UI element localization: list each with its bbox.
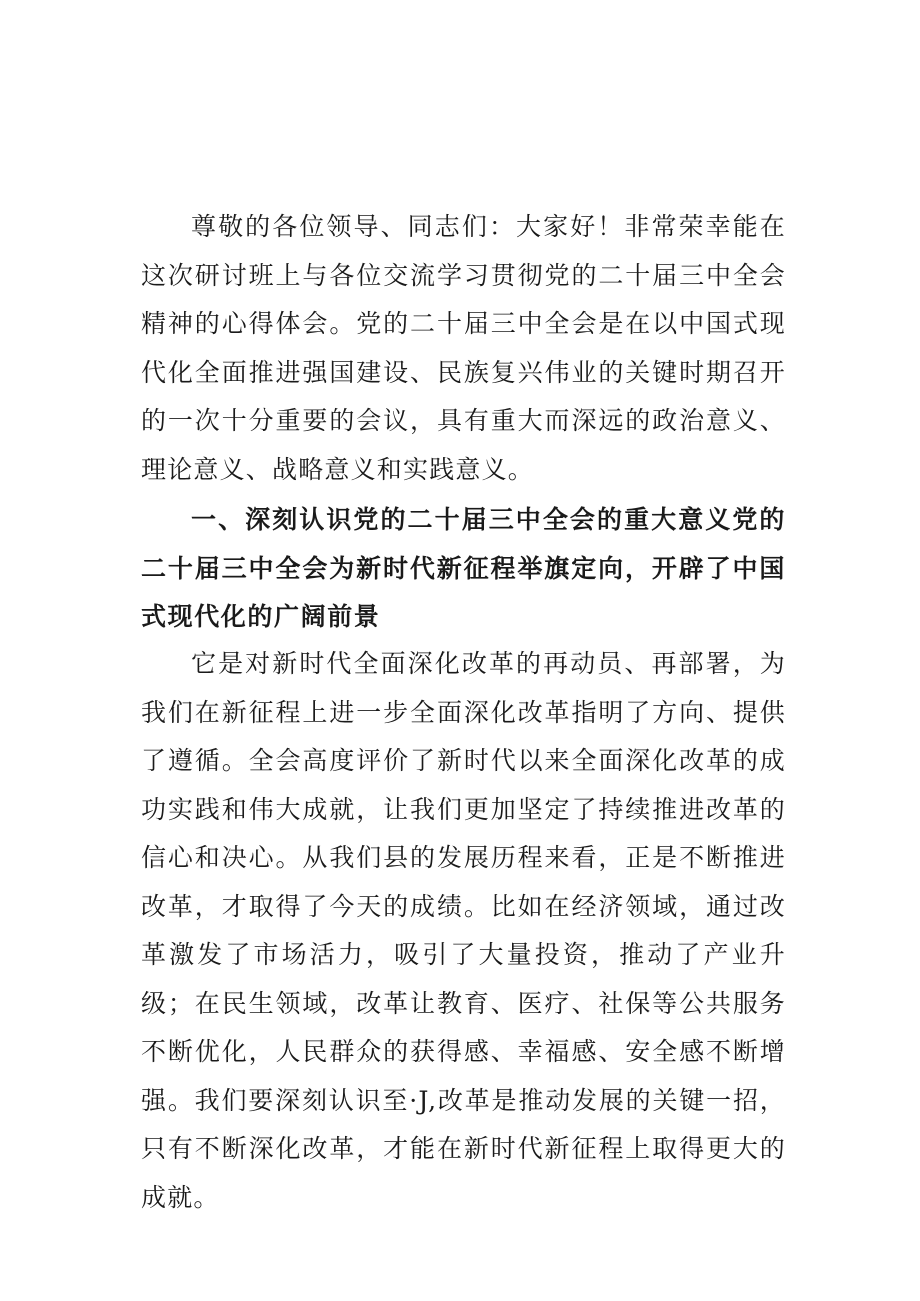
opening-paragraph: 尊敬的各位领导、同志们：大家好！非常荣幸能在这次研讨班上与各位交流学习贯彻党的二十届三中全会精神的心得体会。党的二十届三中全会是在以中国式现代化全面推进强国建设、民族复兴伟业的关键时期召开的一次十分重要的会议，具有重大而深远的政治意义、理论意义、战略意义和实践意义。 bbox=[141, 212, 786, 484]
section-heading: 一、深刻认识党的二十届三中全会的重大意义党的二十届三中全会为新时代新征程举旗定向，开辟了中国式现代化的广阔前景 bbox=[141, 505, 786, 631]
body-paragraph: 它是对新时代全面深化改革的再动员、再部署，为我们在新征程上进一步全面深化改革指明了方向、提供了遵循。全会高度评价了新时代以来全面深化改革的成功实践和伟大成就，让我们更加坚定了持续推进改革的信心和决心。从我们县的发展历程来看，正是不断推进改革，才取得了今天的成绩。比如在经济领域，通过改革激发了市场活力，吸引了大量投资，推动了产业升级；在民生领域，改革让教育、医疗、社保等公共服务不断优化，人民群众的获得感、幸福感、安全感不断增强。我们要深刻认识至·J,改革是推动发展的关键一招，只有不断深化改革，才能在新时代新征程上取得更大的成就。 bbox=[141, 649, 786, 1212]
